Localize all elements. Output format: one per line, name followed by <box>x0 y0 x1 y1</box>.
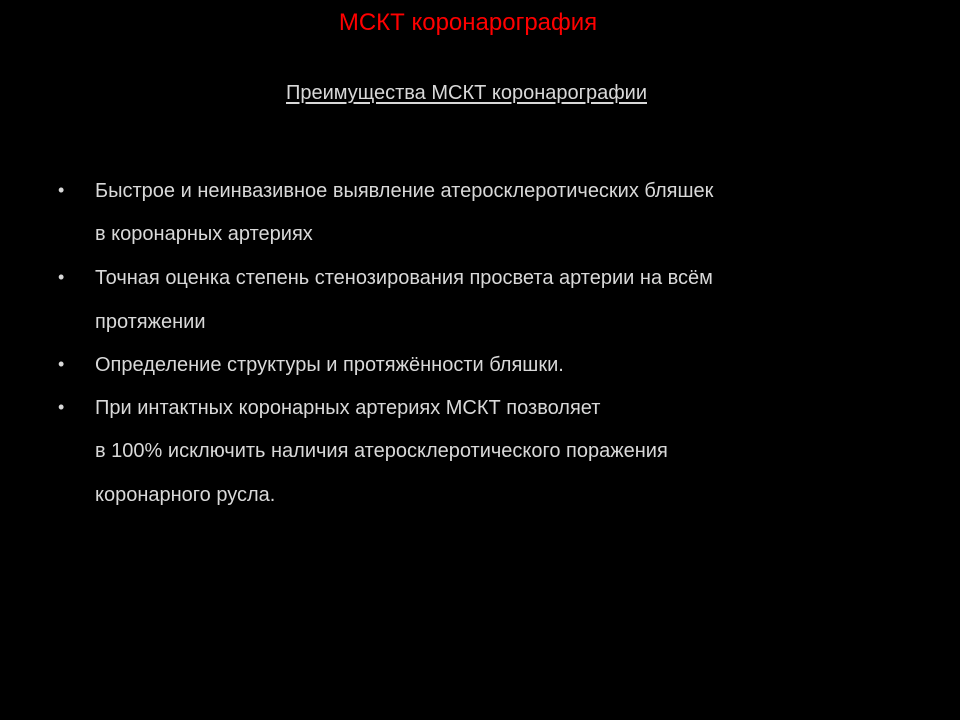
bullet-4-line-2: в 100% исключить наличия атеросклеротического поражения <box>95 440 668 462</box>
bullet-marker: • <box>58 354 65 374</box>
bullet-1-line-1: Быстрое и неинвазивное выявление атеросклеротических бляшек <box>95 180 714 202</box>
bullet-marker: • <box>58 180 65 200</box>
bullet-marker: • <box>58 267 65 287</box>
bullet-1-line-2: в коронарных артериях <box>95 223 313 245</box>
bullet-3-line-1: Определение структуры и протяжённости бляшки. <box>95 354 564 376</box>
bullet-2-line-2: протяжении <box>95 311 206 333</box>
bullet-2-line-1: Точная оценка степень стенозирования просвета артерии на всём <box>95 267 713 289</box>
slide-subtitle: Преимущества МСКТ коронарографии <box>286 82 647 104</box>
bullet-4-line-3: коронарного русла. <box>95 484 276 506</box>
bullet-4-line-1: При интактных коронарных артериях МСКТ позволяет <box>95 397 601 419</box>
slide-title: МСКТ коронарография <box>338 9 598 36</box>
bullet-marker: • <box>58 397 65 417</box>
